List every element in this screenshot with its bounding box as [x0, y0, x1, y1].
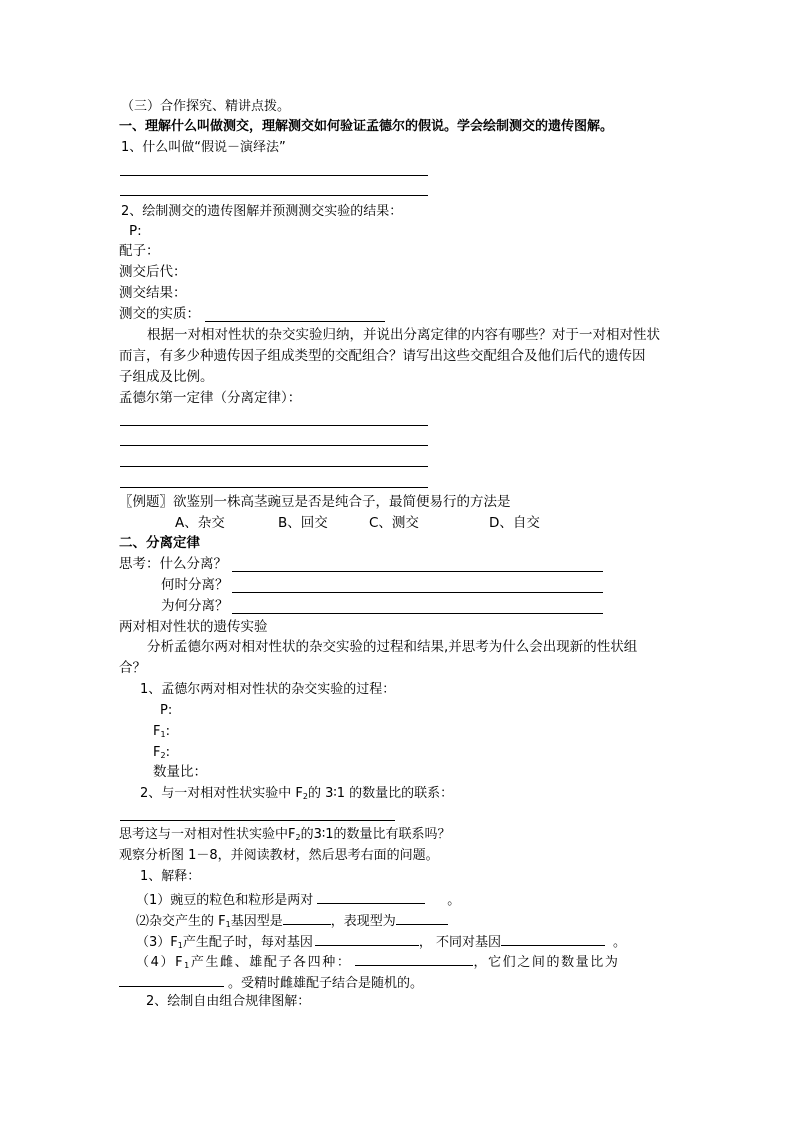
blank[interactable] [355, 953, 473, 966]
question-2: 2、绘制测交的遗传图解并预测测交实验的结果： [121, 204, 403, 219]
answer-line[interactable] [120, 425, 428, 426]
law1-label: 孟德尔第一定律（分离定律）： [119, 390, 302, 406]
answer-line[interactable] [120, 466, 428, 467]
answer-line[interactable] [120, 487, 428, 488]
answer-line[interactable] [232, 613, 603, 614]
answer-line[interactable] [205, 321, 385, 322]
explain-4: $(4)F_1$产生雌、雄配子各四种： ，它们之间的数量比为 [136, 955, 620, 970]
essence-label: 测交的实质： [119, 306, 200, 322]
answer-line[interactable] [120, 445, 428, 446]
p-label: P: [129, 223, 142, 239]
f1-label: $F_1$: [153, 724, 170, 739]
p-label: P: [160, 703, 173, 718]
f2-label: $F_2$: [153, 745, 170, 760]
paragraph-line: 合？ [119, 660, 146, 676]
blank[interactable] [283, 912, 331, 925]
think-2: 思考这与一对相对性状实验中$F_2$的3∶1的数量比有联系吗？ [119, 827, 451, 842]
explain-3: $(3)F_1$产生配子时，每对基因 ， 不同对基因 。 [136, 935, 627, 950]
paragraph-line: 分析孟德尔两对相对性状的杂交实验的过程和结果,并思考为什么会出现新的性状组 [147, 639, 638, 655]
option-b[interactable]: B、回交 [278, 515, 328, 531]
question-1: 1、什么叫做“假说－演绎法” [121, 140, 286, 155]
answer-line[interactable] [120, 195, 428, 196]
explain-heading: 1、解释： [140, 869, 201, 884]
example-question: 〖例题〗欲鉴别一株高茎豌豆是否是纯合子，最简便易行的方法是 [119, 494, 511, 510]
explain-4-cont: 。受精时雌雄配子结合是随机的。 [119, 974, 423, 990]
part2-title: 二、分离定律 [119, 535, 200, 551]
step-1: 1、孟德尔两对相对性状的杂交实验的过程： [140, 682, 396, 697]
gamete-label: 配子： [119, 243, 160, 259]
paragraph-line: 子组成及比例。 [119, 369, 214, 385]
option-c[interactable]: C、测交 [369, 515, 419, 531]
explain-1: （1）豌豆的粒色和粒形是两对 。 [136, 893, 461, 908]
think-what: 思考：什么分离？ [119, 556, 227, 572]
offspring-label: 测交后代： [119, 264, 187, 280]
observe-line: 观察分析图 1－8，并阅读教材，然后思考右面的问题。 [119, 848, 439, 863]
ratio-label: 数量比： [153, 764, 207, 780]
explain-2: ⑵杂交产生的 $F_1$基因型是 ，表现型为 [136, 912, 448, 929]
option-a[interactable]: A、杂交 [175, 515, 225, 531]
think-when: 何时分离？ [161, 577, 229, 593]
blank[interactable] [501, 933, 605, 946]
result-label: 测交结果： [119, 285, 187, 301]
paragraph-line: 而言，有多少种遗传因子组成类型的交配组合？请写出这些交配组合及他们后代的遗传因 [119, 348, 646, 364]
part1-title: 一、理解什么叫做测交，理解测交如何验证孟德尔的假说。学会绘制测交的遗传图解。 [119, 119, 614, 134]
section-heading: （三）合作探究、精讲点拨。 [121, 99, 291, 114]
answer-line[interactable] [120, 820, 395, 821]
blank[interactable] [119, 974, 224, 987]
blank[interactable] [317, 891, 425, 904]
blank[interactable] [315, 933, 419, 946]
think-why: 为何分离？ [161, 598, 229, 614]
answer-line[interactable] [232, 592, 603, 593]
draw-heading: 2、绘制自由组合规律图解： [146, 994, 311, 1009]
blank[interactable] [396, 912, 448, 925]
answer-line[interactable] [232, 571, 603, 572]
answer-line[interactable] [120, 175, 428, 176]
step-2: 2、与一对相对性状实验中 $F_2$的 3∶1 的数量比的联系： [140, 786, 454, 801]
two-traits-heading: 两对相对性状的遗传实验 [119, 619, 268, 635]
option-d[interactable]: D、自交 [489, 515, 540, 531]
paragraph-line: 根据一对相对性状的杂交实验归纳，并说出分离定律的内容有哪些？对于一对相对性状 [147, 327, 660, 343]
